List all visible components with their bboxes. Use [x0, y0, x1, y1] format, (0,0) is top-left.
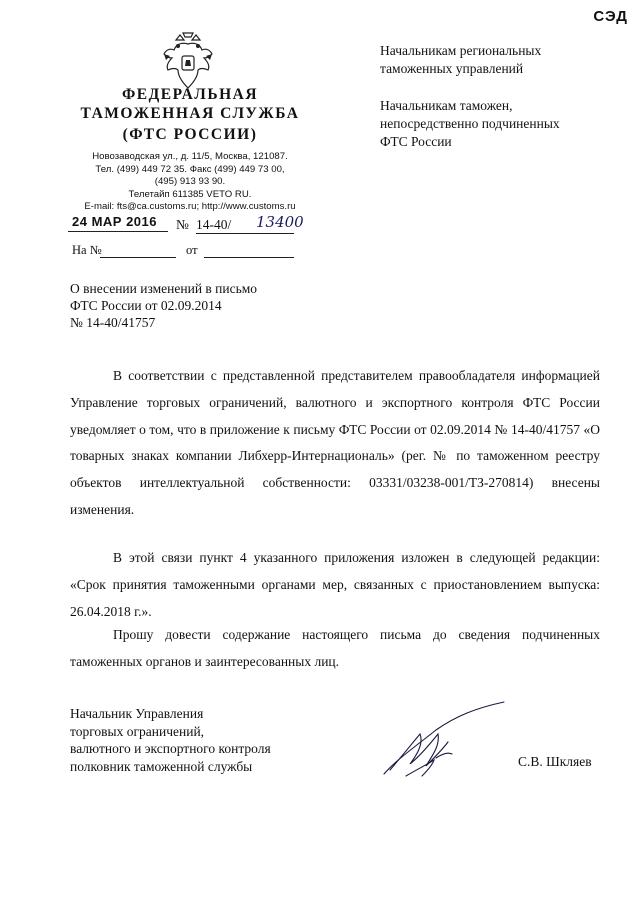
agency-abbreviation: (ФТС РОССИИ)	[122, 126, 258, 143]
addressee-line: непосредственно подчиненных	[380, 116, 560, 131]
contact-phone-2: (495) 913 93 90.	[154, 176, 226, 187]
letter-subject	[70, 280, 330, 331]
position-line: Начальник Управления	[70, 706, 204, 721]
reference-date-blank	[204, 257, 294, 258]
outgoing-date-stamp: 24 МАР 2016	[72, 214, 157, 229]
addressee-line: Начальникам региональных	[380, 43, 542, 58]
outgoing-number-handwritten: 13400	[256, 213, 304, 231]
contact-address: Новозаводская ул., д. 11/5, Москва, 121087.	[92, 151, 288, 162]
paragraph-text: В соответствии с представленной представителем правообладателя информацией Управление торговых ограничений, валютного и экспортного контроля ФТС России уведомляет о том, что в приложение к письму ФТС России от 02.09.2014 № 14-40/41757 «О товарных знаках компании Либхерр-Интернациональ» (рег. № по таможенном реестру объектов интеллектуальной собственности: 03331/03238-001/ТЗ-270814) внесены изменения.	[70, 368, 600, 517]
paragraph-text: Прошу довести содержание настоящего письма до сведения подчиненных таможенных органов и заинтересованных лиц.	[70, 627, 600, 669]
reference-number-blank	[100, 257, 176, 258]
addressee-customs	[380, 97, 630, 151]
subject-line: О внесении изменений в письмо	[70, 281, 258, 296]
position-line: полковник таможенной службы	[70, 758, 253, 774]
body-paragraph-2	[70, 545, 600, 625]
reference-date-label: от	[186, 243, 198, 257]
agency-name-line2: ТАМОЖЕННАЯ СЛУЖБА	[80, 105, 300, 122]
outgoing-number-underline	[196, 233, 294, 234]
reference-number-label: На №	[72, 243, 102, 257]
paragraph-text: В этой связи пункт 4 указанного приложения изложен в следующей редакции: «Срок принятия таможенными органами мер, связанных с приостановлением выпуска: 26.04.2018 г.».	[70, 550, 600, 619]
addressee-line: таможенных управлений	[380, 61, 524, 76]
addressee-regional	[380, 42, 630, 78]
agency-name-line1: ФЕДЕРАЛЬНАЯ	[121, 86, 259, 103]
outgoing-number-prefix: 14-40/	[196, 217, 232, 232]
body-paragraph-3	[70, 622, 600, 676]
signatory-name: С.В. Шкляев	[518, 754, 592, 769]
position-line: валютного и экспортного контроля	[70, 741, 271, 756]
outgoing-number-label: №	[176, 217, 189, 232]
body-paragraph-1	[70, 363, 600, 524]
subject-line: № 14-40/41757	[70, 315, 156, 330]
agency-contacts	[40, 151, 340, 214]
handwritten-signature-icon	[376, 700, 516, 780]
position-line: торговых ограничений,	[70, 723, 205, 739]
document-system-mark: СЭД	[593, 8, 628, 25]
contact-phone: Тел. (499) 449 72 35. Факс (499) 449 73 00,	[95, 163, 285, 175]
subject-line: ФТС России от 02.09.2014	[70, 298, 222, 313]
coat-of-arms-icon	[162, 32, 214, 90]
signatory-position	[70, 705, 330, 775]
contact-teletype: Телетайп 611385 VETO RU.	[128, 188, 252, 200]
contact-email: E-mail: fts@ca.customs.ru; http://www.customs.ru	[84, 201, 296, 212]
addressee-line: Начальникам таможен,	[380, 98, 513, 113]
addressee-line: ФТС России	[380, 134, 452, 149]
